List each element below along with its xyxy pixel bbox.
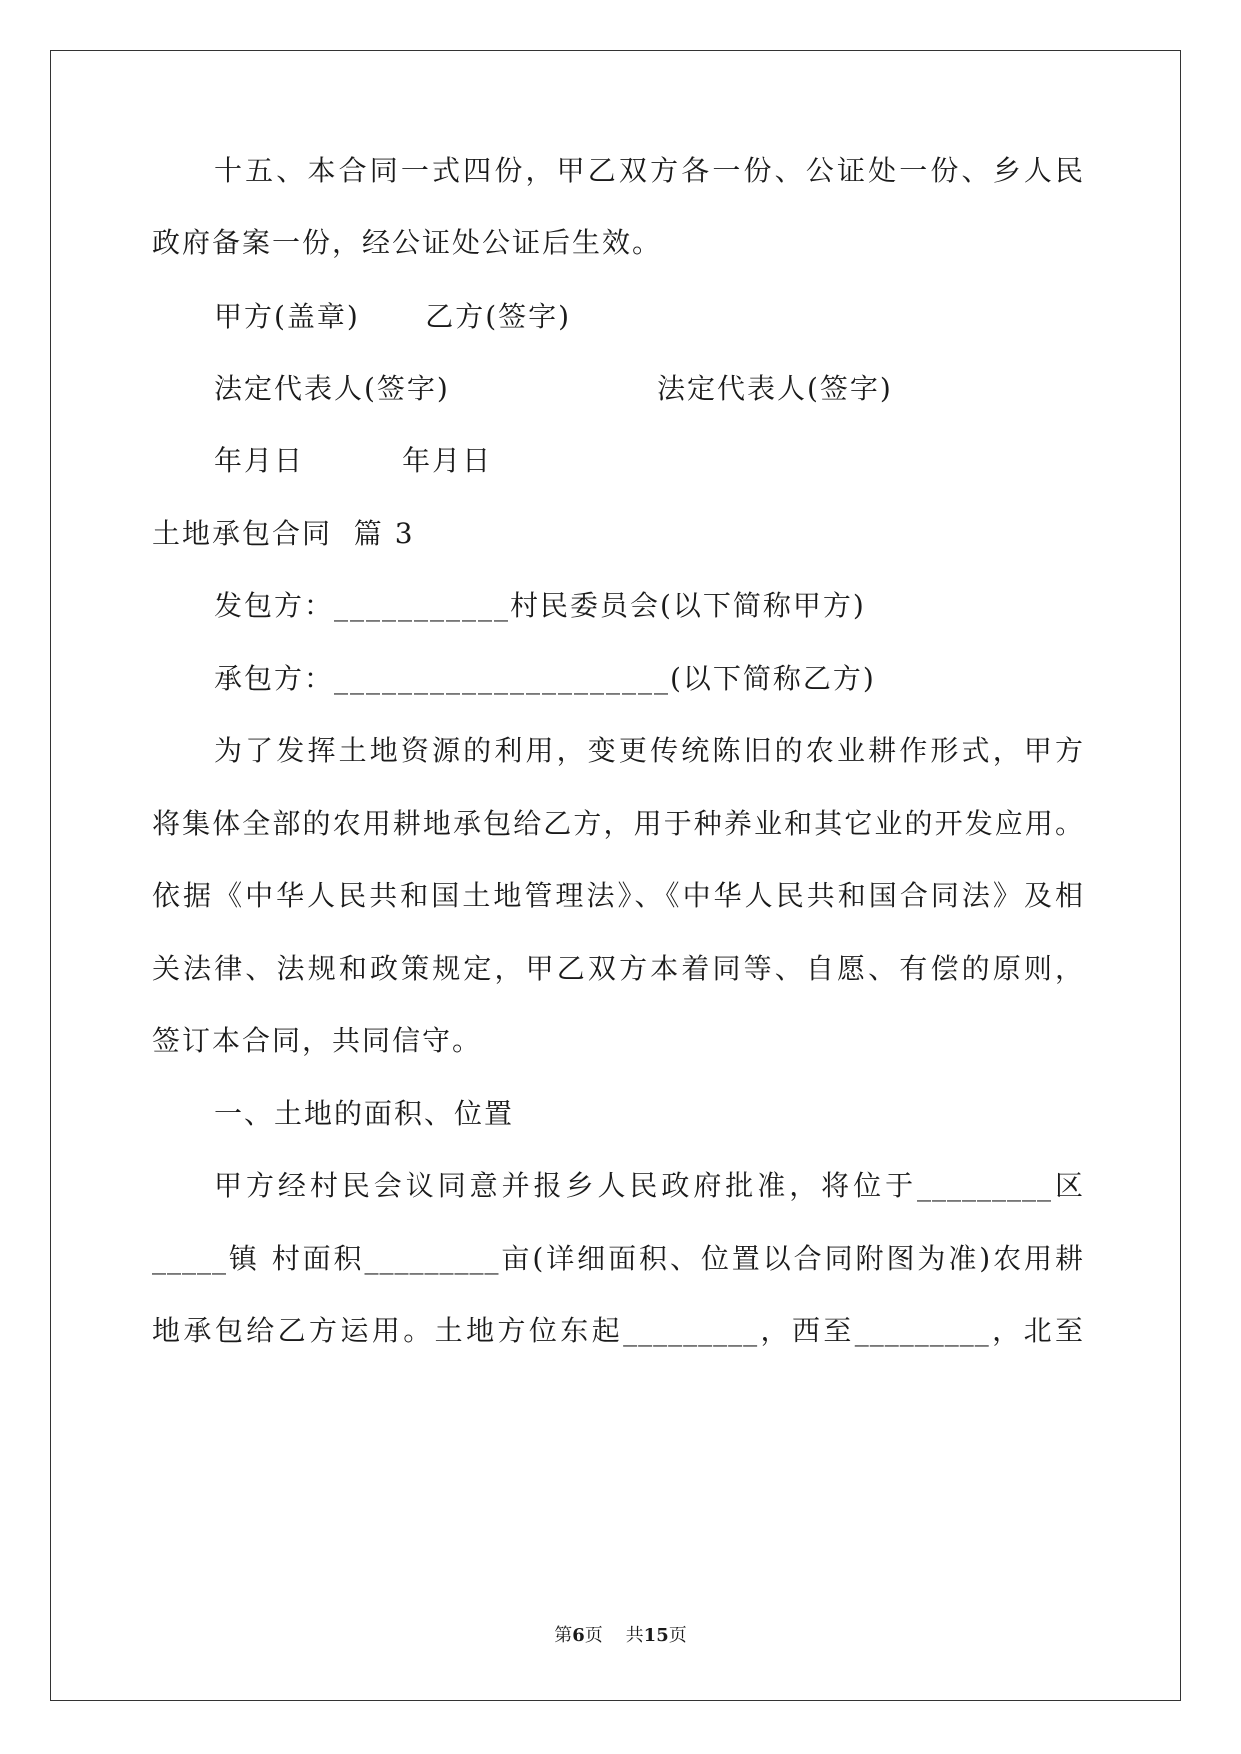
paragraph-line: 为了发挥土地资源的利用，变更传统陈旧的农业耕作形式，甲方	[214, 734, 1084, 767]
page-footer	[0, 1624, 1241, 1648]
paragraph-line: 将集体全部的农用耕地承包给乙方，用于种养业和其它业的开发应用。	[152, 807, 1084, 840]
paragraph-line: 依据《中华人民共和国土地管理法》、《中华人民共和国合同法》及相	[152, 879, 1084, 912]
footer-prefix: 第	[554, 1625, 573, 1646]
paragraph-line: 签订本合同，共同信守。	[152, 1024, 483, 1057]
footer-suffix: 页	[668, 1625, 687, 1646]
clause-heading: 一、土地的面积、位置	[214, 1097, 515, 1130]
paragraph-line: _____镇 村面积_________亩(详细面积、位置以合同附图为准)农用耕	[152, 1242, 1084, 1275]
paragraph-line: 十五、本合同一式四份，甲乙双方各一份、公证处一份、乡人民	[214, 154, 1084, 187]
paragraph-line: 地承包给乙方运用。土地方位东起_________，西至_________，北至	[152, 1314, 1084, 1347]
footer-mid: 页 共	[584, 1625, 644, 1646]
paragraph-line: 关法律、法规和政策规定，甲乙双方本着同等、自愿、有偿的原则，	[152, 952, 1084, 985]
paragraph-line: 甲方经村民会议同意并报乡人民政府批准，将位于_________区	[214, 1169, 1084, 1202]
signature-date-line: 年月日 年月日	[214, 444, 493, 477]
signature-representative-line: 法定代表人(签字) 法定代表人(签字)	[214, 372, 893, 405]
paragraph-line: 政府备案一份，经公证处公证后生效。	[152, 226, 663, 259]
section-title: 土地承包合同 篇 3	[152, 517, 415, 550]
contractor-party-line: 发包方：___________村民委员会(以下简称甲方)	[214, 589, 866, 622]
footer-page-number: 6	[572, 1625, 585, 1646]
contractee-party-line: 承包方：_____________________(以下简称乙方)	[214, 662, 876, 695]
signature-party-line: 甲方(盖章) 乙方(签字)	[214, 300, 572, 333]
footer-total-pages: 15	[643, 1625, 669, 1646]
page-border	[50, 50, 1181, 1701]
